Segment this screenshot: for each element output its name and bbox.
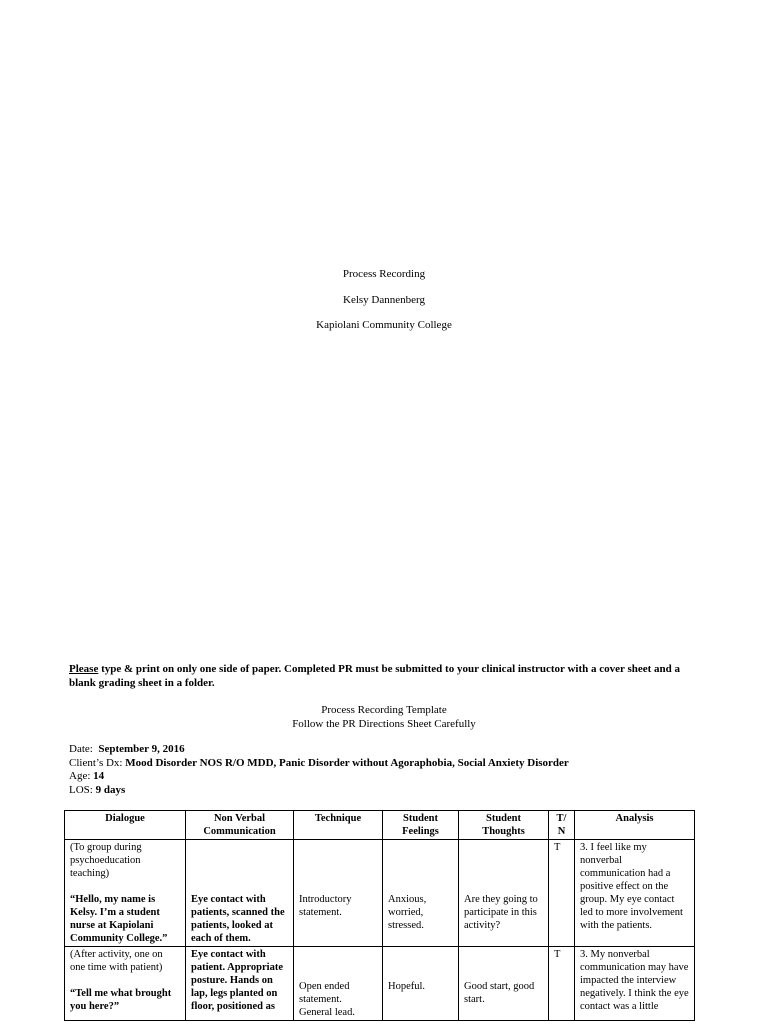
analysis-cell: 3. I feel like my nonverbal communication had a positive effect on the group. My eye contact led to more involvement with the patients. bbox=[575, 840, 695, 947]
template-subtitle: Follow the PR Directions Sheet Carefully bbox=[292, 718, 476, 730]
nonverbal-text: Eye contact with patients, scanned the patients, looked at each of them. bbox=[191, 894, 285, 944]
cover-author: Kelsy Dannenberg bbox=[343, 293, 425, 306]
feelings-text: Anxious, worried, stressed. bbox=[388, 894, 427, 931]
date-line bbox=[69, 743, 749, 757]
dialogue-text: “Tell me what brought you here?” bbox=[70, 988, 172, 1012]
cover-institution: Kapiolani Community College bbox=[316, 319, 452, 331]
header-technique: Technique bbox=[294, 811, 383, 840]
cover-page bbox=[0, 268, 768, 345]
los-label: LOS: bbox=[69, 783, 93, 796]
thoughts-cell bbox=[459, 947, 549, 1021]
dialogue-cell bbox=[65, 947, 186, 1021]
nonverbal-cell bbox=[186, 947, 294, 1021]
client-info bbox=[69, 743, 749, 797]
header-analysis: Analysis bbox=[575, 811, 695, 840]
thoughts-cell bbox=[459, 840, 549, 947]
header-nonverbal: Non Verbal Communication bbox=[186, 811, 294, 840]
header-feelings: Student Feelings bbox=[383, 811, 459, 840]
nonverbal-text: Eye contact with patient. Appropriate posture. Hands on lap, legs planted on floor, positioned as bbox=[191, 949, 283, 1012]
template-header bbox=[0, 703, 768, 731]
los-line bbox=[69, 784, 749, 798]
age-label: Age: bbox=[69, 770, 91, 782]
date-value: September 9, 2016 bbox=[98, 743, 185, 755]
template-title: Process Recording Template bbox=[321, 704, 447, 716]
diagnosis-label: Client’s Dx: bbox=[69, 756, 123, 769]
feelings-cell bbox=[383, 947, 459, 1021]
diagnosis-value: Mood Disorder NOS R/O MDD, Panic Disorder without Agoraphobia, Social Anxiety Disorder bbox=[125, 756, 569, 769]
age-value: 14 bbox=[93, 770, 105, 782]
dialogue-text: “Hello, my name is Kelsy. I’m a student nurse at Kapiolani Community College.” bbox=[70, 894, 168, 944]
header-tn: T/ N bbox=[549, 811, 575, 840]
dialogue-cell bbox=[65, 840, 186, 947]
table-row bbox=[65, 840, 695, 947]
dialogue-context: (After activity, one on one time with patient) bbox=[70, 949, 163, 973]
process-recording-table bbox=[64, 810, 695, 1021]
cover-title: Process Recording bbox=[342, 268, 426, 280]
instructions bbox=[69, 662, 709, 690]
feelings-cell bbox=[383, 840, 459, 947]
tn-cell: T bbox=[549, 947, 575, 1021]
instructions-text: type & print on only one side of paper. Completed PR must be submitted to your clinical instructor with a cover sheet and a blank grading sheet in a folder. bbox=[69, 663, 681, 689]
diagnosis-line bbox=[69, 757, 749, 771]
technique-cell bbox=[294, 947, 383, 1021]
analysis-cell: 3. My nonverbal communication may have impacted the interview negatively. I think the eye contact was a little bbox=[575, 947, 695, 1021]
dialogue-context: (To group during psychoeducation teaching) bbox=[70, 842, 142, 879]
age-line bbox=[69, 770, 749, 784]
thoughts-text: Good start, good start. bbox=[464, 981, 535, 1005]
los-value: 9 days bbox=[95, 783, 126, 796]
nonverbal-cell bbox=[186, 840, 294, 947]
technique-text: Open ended statement. General lead. bbox=[299, 981, 355, 1018]
technique-text: Introductory statement. bbox=[299, 894, 352, 918]
header-dialogue: Dialogue bbox=[65, 811, 186, 840]
technique-cell bbox=[294, 840, 383, 947]
table-header-row bbox=[65, 811, 695, 840]
tn-cell: T bbox=[549, 840, 575, 947]
date-label: Date: bbox=[69, 743, 93, 755]
thoughts-text: Are they going to participate in this activity? bbox=[464, 894, 538, 931]
instructions-emphasis: Please bbox=[69, 663, 99, 675]
feelings-text: Hopeful. bbox=[388, 981, 426, 992]
header-thoughts: Student Thoughts bbox=[459, 811, 549, 840]
table-row bbox=[65, 947, 695, 1021]
